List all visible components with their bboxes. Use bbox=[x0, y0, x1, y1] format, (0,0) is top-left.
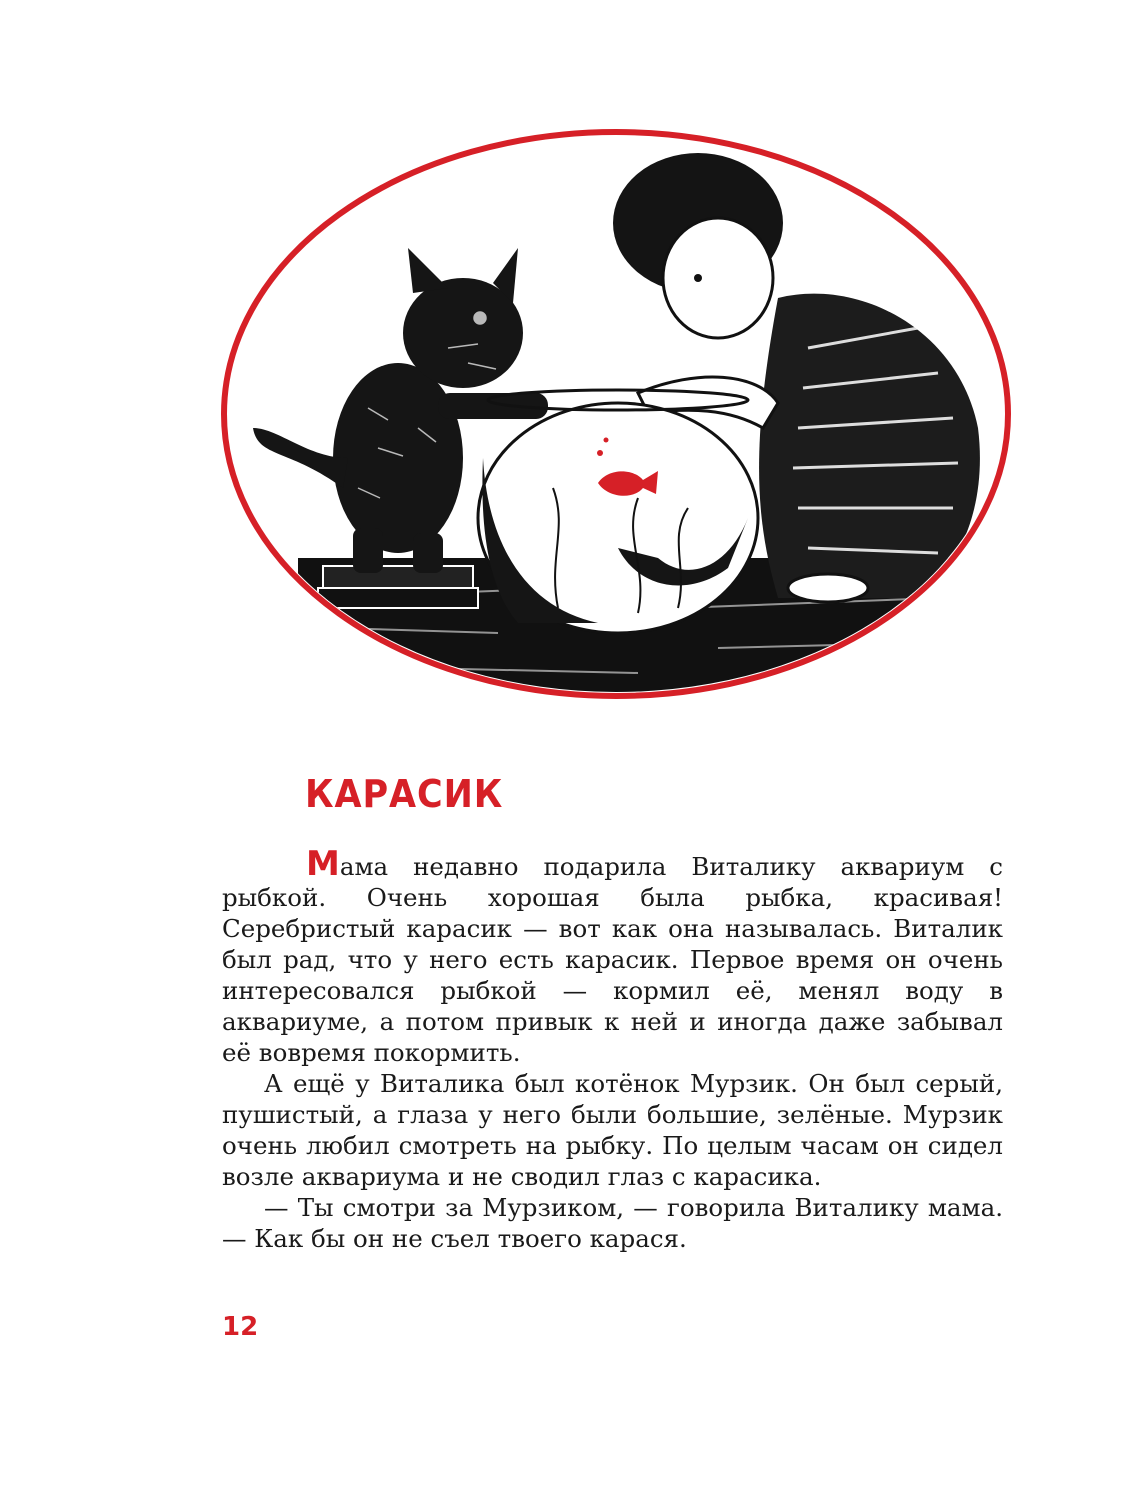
paragraph-2: А ещё у Виталика был котёнок Мурзик. Он был серый, пушистый, а глаза у него были большие, зелёные. Мурзик очень любил смотреть на рыбку. По целым часам он сидел возле аквариума и не сводил глаз с карасика. bbox=[222, 1069, 1003, 1191]
paragraph-1-text: ама недавно подарила Виталику аквариум с рыбкой. Очень хорошая была рыбка, красивая! Серебристый карасик — вот как она называлась. Виталик был рад, что у него есть карасик. Первое время он очень интересовался рыбкой — кормил её, менял воду в аквариуме, а потом привык к ней и иногда даже забывал её вовремя покормить. bbox=[222, 852, 1003, 1067]
story-title: КАРАСИК bbox=[305, 772, 504, 816]
illustration-boy-kitten-aquarium bbox=[218, 128, 1014, 700]
paragraph-3: — Ты смотри за Мурзиком, — говорила Виталику мама. — Как бы он не съел твоего карася. bbox=[222, 1193, 1003, 1253]
books bbox=[323, 566, 473, 588]
page-number: 12 bbox=[222, 1312, 259, 1342]
paragraph-1 bbox=[222, 844, 1003, 1068]
drop-cap: М bbox=[306, 844, 340, 884]
story-text bbox=[222, 844, 1003, 1254]
